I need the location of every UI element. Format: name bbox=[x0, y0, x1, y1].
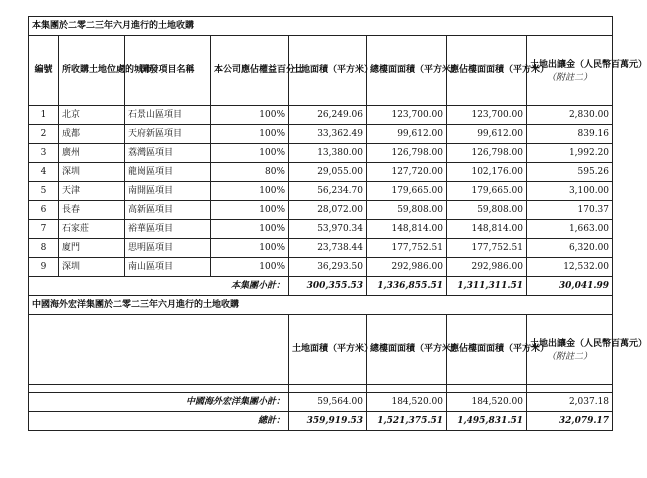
row-attr-gfa: 59,808.00 bbox=[447, 201, 527, 220]
row-gfa: 123,700.00 bbox=[367, 106, 447, 125]
section1-title: 本集團於二零二三年六月進行的土地收購 bbox=[29, 17, 613, 36]
row-premium: 595.26 bbox=[527, 163, 613, 182]
row-project: 南山區項目 bbox=[125, 258, 211, 277]
row-gfa: 59,808.00 bbox=[367, 201, 447, 220]
row-premium: 1,663.00 bbox=[527, 220, 613, 239]
row-project: 天府新區項目 bbox=[125, 125, 211, 144]
row-no: 2 bbox=[29, 125, 59, 144]
table-row bbox=[29, 220, 613, 239]
table-row bbox=[29, 163, 613, 182]
header2-blank bbox=[29, 315, 289, 385]
row-premium: 2,830.00 bbox=[527, 106, 613, 125]
row-land-area: 29,055.00 bbox=[289, 163, 367, 182]
row-gfa: 179,665.00 bbox=[367, 182, 447, 201]
row-gfa: 177,752.51 bbox=[367, 239, 447, 258]
spacer-row bbox=[29, 385, 613, 393]
total-premium: 32,079.17 bbox=[527, 412, 613, 431]
row-no: 9 bbox=[29, 258, 59, 277]
row-project: 南開區項目 bbox=[125, 182, 211, 201]
row-no: 5 bbox=[29, 182, 59, 201]
total-gfa: 1,521,375.51 bbox=[367, 412, 447, 431]
row-interest: 100% bbox=[211, 144, 289, 163]
subtotal1-land-area: 300,355.53 bbox=[289, 277, 367, 296]
row-city: 深圳 bbox=[59, 258, 125, 277]
land-acquisition-table bbox=[28, 16, 647, 431]
row-interest: 100% bbox=[211, 239, 289, 258]
col2-header-gfa: 總樓面面積（平方米） bbox=[367, 315, 447, 385]
row-premium: 839.16 bbox=[527, 125, 613, 144]
row-no: 8 bbox=[29, 239, 59, 258]
row-no: 3 bbox=[29, 144, 59, 163]
subtotal1-label: 本集團小計： bbox=[29, 277, 289, 296]
total-attr-gfa: 1,495,831.51 bbox=[447, 412, 527, 431]
row-premium: 170.37 bbox=[527, 201, 613, 220]
acquisition-rows bbox=[29, 106, 613, 277]
section1-title-row bbox=[29, 17, 613, 36]
col2-header-attr-gfa: 應佔樓面面積（平方米） bbox=[447, 315, 527, 385]
col-header-no: 編號 bbox=[29, 36, 59, 106]
header-row bbox=[29, 36, 613, 106]
row-project: 高新區項目 bbox=[125, 201, 211, 220]
row-no: 1 bbox=[29, 106, 59, 125]
row-attr-gfa: 292,986.00 bbox=[447, 258, 527, 277]
row-project: 裕華區項目 bbox=[125, 220, 211, 239]
table-row bbox=[29, 125, 613, 144]
row-city: 成都 bbox=[59, 125, 125, 144]
subtotal2-attr-gfa: 184,520.00 bbox=[447, 393, 527, 412]
row-no: 6 bbox=[29, 201, 59, 220]
row-project: 思明區項目 bbox=[125, 239, 211, 258]
row-attr-gfa: 99,612.00 bbox=[447, 125, 527, 144]
subtotal2-premium: 2,037.18 bbox=[527, 393, 613, 412]
col-header-city: 所收購土地位處的城市 bbox=[59, 36, 125, 106]
row-interest: 80% bbox=[211, 163, 289, 182]
total-label: 總計： bbox=[29, 412, 289, 431]
row-land-area: 36,293.50 bbox=[289, 258, 367, 277]
row-gfa: 127,720.00 bbox=[367, 163, 447, 182]
row-land-area: 13,380.00 bbox=[289, 144, 367, 163]
row-interest: 100% bbox=[211, 201, 289, 220]
row-project: 荔灣區項目 bbox=[125, 144, 211, 163]
table-row bbox=[29, 201, 613, 220]
row-premium: 12,532.00 bbox=[527, 258, 613, 277]
premium-header-label: 土地出讓金（人民幣百萬元） bbox=[530, 60, 647, 70]
table-row bbox=[29, 182, 613, 201]
col2-header-premium bbox=[527, 315, 647, 385]
row-gfa: 99,612.00 bbox=[367, 125, 447, 144]
col-header-project: 開發項目名稱 bbox=[125, 36, 211, 106]
row-no: 7 bbox=[29, 220, 59, 239]
row-attr-gfa: 148,814.00 bbox=[447, 220, 527, 239]
row-land-area: 33,362.49 bbox=[289, 125, 367, 144]
subtotal2-gfa: 184,520.00 bbox=[367, 393, 447, 412]
row-city: 深圳 bbox=[59, 163, 125, 182]
header2-row bbox=[29, 315, 613, 385]
row-premium: 1,992.20 bbox=[527, 144, 613, 163]
table-row bbox=[29, 144, 613, 163]
row-gfa: 292,986.00 bbox=[367, 258, 447, 277]
row-land-area: 26,249.06 bbox=[289, 106, 367, 125]
row-city: 長春 bbox=[59, 201, 125, 220]
row-attr-gfa: 126,798.00 bbox=[447, 144, 527, 163]
row-gfa: 148,814.00 bbox=[367, 220, 447, 239]
premium-header-note: （附註二） bbox=[547, 73, 593, 83]
premium2-header-note: （附註二） bbox=[547, 352, 593, 362]
premium2-header-label: 土地出讓金（人民幣百萬元） bbox=[530, 339, 647, 349]
col-header-premium bbox=[527, 36, 647, 106]
row-premium: 6,320.00 bbox=[527, 239, 613, 258]
col2-header-land-area: 土地面積（平方米） bbox=[289, 315, 367, 385]
row-interest: 100% bbox=[211, 220, 289, 239]
row-land-area: 23,738.44 bbox=[289, 239, 367, 258]
row-land-area: 28,072.00 bbox=[289, 201, 367, 220]
row-project: 石景山區項目 bbox=[125, 106, 211, 125]
subtotal1-attr-gfa: 1,311,311.51 bbox=[447, 277, 527, 296]
table-row bbox=[29, 239, 613, 258]
total-land-area: 359,919.53 bbox=[289, 412, 367, 431]
subtotal2-label: 中國海外宏洋集團小計： bbox=[29, 393, 289, 412]
col-header-interest: 本公司應佔權益百分比 bbox=[211, 36, 289, 106]
row-city: 石家莊 bbox=[59, 220, 125, 239]
col-header-land-area: 土地面積（平方米） bbox=[289, 36, 367, 106]
subtotal1-row bbox=[29, 277, 613, 296]
subtotal2-row bbox=[29, 393, 613, 412]
row-interest: 100% bbox=[211, 106, 289, 125]
row-land-area: 53,970.34 bbox=[289, 220, 367, 239]
row-land-area: 56,234.70 bbox=[289, 182, 367, 201]
row-interest: 100% bbox=[211, 182, 289, 201]
row-city: 天津 bbox=[59, 182, 125, 201]
subtotal1-gfa: 1,336,855.51 bbox=[367, 277, 447, 296]
row-city: 北京 bbox=[59, 106, 125, 125]
subtotal2-land-area: 59,564.00 bbox=[289, 393, 367, 412]
row-city: 廣州 bbox=[59, 144, 125, 163]
subtotal1-premium: 30,041.99 bbox=[527, 277, 613, 296]
section2-title-row bbox=[29, 296, 613, 315]
row-attr-gfa: 177,752.51 bbox=[447, 239, 527, 258]
row-attr-gfa: 123,700.00 bbox=[447, 106, 527, 125]
row-attr-gfa: 102,176.00 bbox=[447, 163, 527, 182]
row-interest: 100% bbox=[211, 125, 289, 144]
row-gfa: 126,798.00 bbox=[367, 144, 447, 163]
row-city: 廈門 bbox=[59, 239, 125, 258]
row-no: 4 bbox=[29, 163, 59, 182]
total-row bbox=[29, 412, 613, 431]
row-project: 龍崗區項目 bbox=[125, 163, 211, 182]
row-attr-gfa: 179,665.00 bbox=[447, 182, 527, 201]
section2-title: 中國海外宏洋集團於二零二三年六月進行的土地收購 bbox=[29, 296, 613, 315]
col-header-gfa: 總樓面面積（平方米） bbox=[367, 36, 447, 106]
row-premium: 3,100.00 bbox=[527, 182, 613, 201]
table-row bbox=[29, 258, 613, 277]
col-header-attr-gfa: 應佔樓面面積（平方米） bbox=[447, 36, 527, 106]
row-interest: 100% bbox=[211, 258, 289, 277]
table-row bbox=[29, 106, 613, 125]
